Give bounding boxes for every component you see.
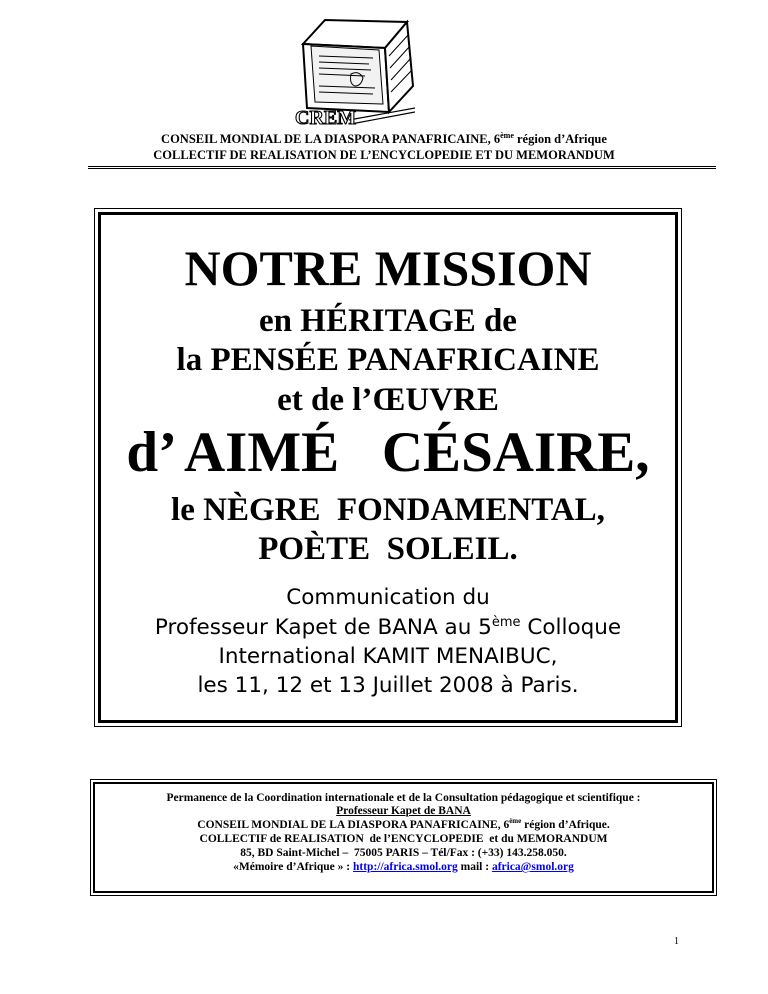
header-org-line-1: CONSEIL MONDIAL DE LA DIASPORA PANAFRICAINE, 6ème région d’Afrique	[161, 130, 607, 146]
footer-professor-name: Professeur Kapet de BANA	[336, 805, 471, 817]
footer-line-3: CONSEIL MONDIAL DE LA DIASPORA PANAFRICAINE, 6ème région d’Afrique.	[197, 817, 610, 831]
header-divider	[88, 166, 716, 169]
title-line-1: NOTRE MISSION	[184, 240, 592, 296]
crem-logo	[289, 16, 415, 126]
footer-line-1: Permanence de la Coordination internationale et de la Consultation pédagogique et scientifique :	[166, 792, 641, 804]
title-line-7: POÈTE SOLEIL.	[258, 531, 518, 567]
footer-links-line: «Mémoire d’Afrique » : http://africa.smol.org mail : africa@smol.org	[233, 861, 574, 873]
title-box-inner	[98, 212, 678, 723]
header-org-line-2: COLLECTIF DE REALISATION DE L’ENCYCLOPEDIE ET DU MEMORANDUM	[153, 148, 615, 162]
communication-line-2: Professeur Kapet de BANA au 5ème Colloque	[154, 614, 622, 640]
footer-line-4: COLLECTIF de REALISATION de l’ENCYCLOPEDIE et du MEMORANDUM	[199, 833, 608, 845]
website-link[interactable]: http://africa.smol.org	[353, 861, 458, 873]
title-line-5: d’ AIMÉ CÉSAIRE,	[126, 421, 650, 484]
email-link[interactable]: africa@smol.org	[491, 861, 574, 873]
logo-wordmark: CREM	[295, 107, 357, 126]
title-line-3: la PENSÉE PANAFRICAINE	[176, 342, 600, 378]
page-number: 1	[674, 936, 679, 947]
title-line-4: et de l’ŒUVRE	[277, 382, 499, 418]
communication-line-4: les 11, 12 et 13 Juillet 2008 à Paris.	[197, 673, 579, 698]
title-box	[94, 208, 682, 727]
title-line-6: le NÈGRE FONDAMENTAL,	[171, 492, 605, 528]
footer-contact-box-inner	[93, 782, 714, 893]
footer-address: 85, BD Saint-Michel – 75005 PARIS – Tél/Fax : (+33) 143.258.050.	[240, 847, 567, 859]
communication-line-1: Communication du	[286, 585, 490, 610]
communication-line-3: International KAMIT MENAIBUC,	[218, 644, 558, 669]
title-line-2: en HÉRITAGE de	[259, 303, 517, 339]
footer-contact-box	[90, 779, 717, 896]
